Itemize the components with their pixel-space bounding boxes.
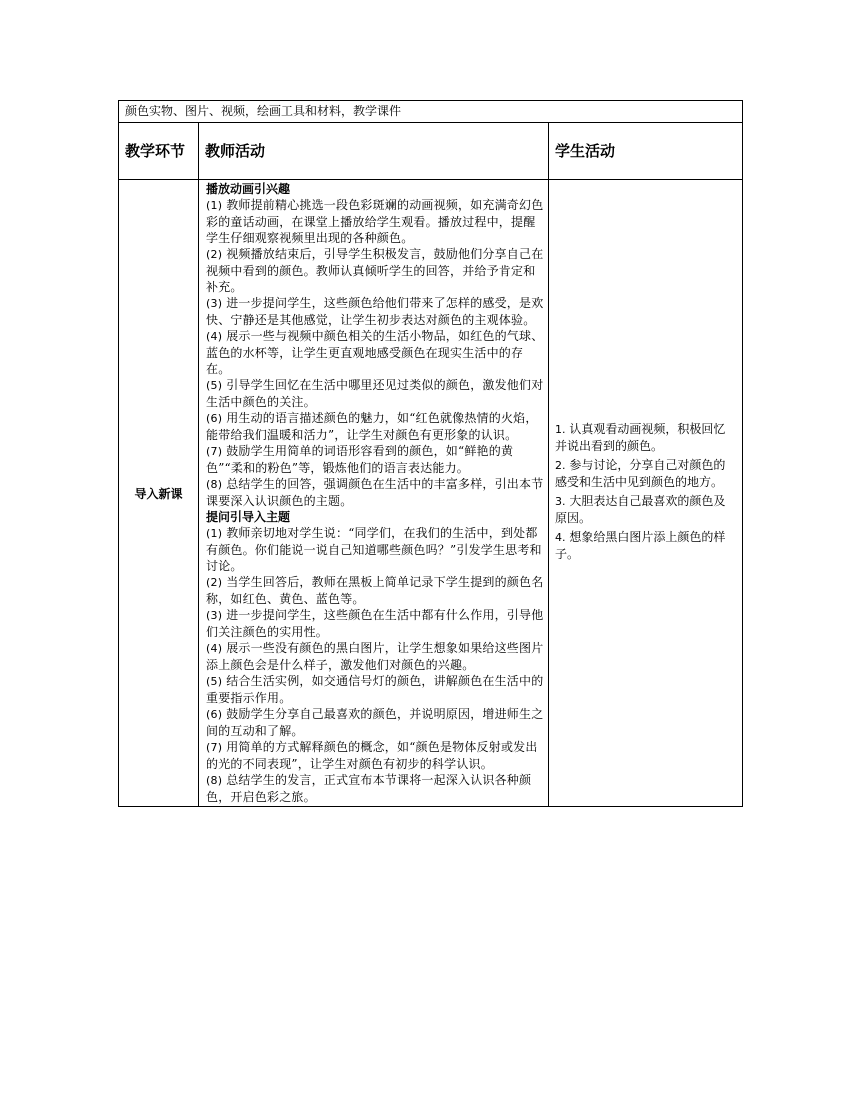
section-title: 播放动画引兴趣: [206, 182, 291, 196]
item-text: 用简单的方式解释颜色的概念，如“颜色是物体反射或发出的光的不同表现”，让学生对颜色有初步的科学认识。: [206, 740, 538, 771]
header-stage: 教学环节: [119, 123, 199, 180]
lesson-plan-table: [118, 100, 743, 807]
item-text: 视频播放结束后，引导学生积极发言，鼓励他们分享自己在视频中看到的颜色。教师认真倾听学生的回答，并给予肯定和补充。: [206, 247, 544, 294]
item-text: 大胆表达自己最喜欢的颜色及原因。: [555, 494, 726, 525]
header-student-activity: 学生活动: [549, 123, 743, 180]
item-number: (4): [206, 642, 223, 655]
list-item: [206, 525, 544, 574]
item-number: (6): [206, 412, 223, 425]
list-item: [206, 706, 544, 739]
list-item: [206, 377, 544, 410]
item-number: (2): [206, 248, 223, 261]
list-item: [206, 772, 544, 805]
item-text: 展示一些与视频中颜色相关的生活小物品，如红色的气球、蓝色的水杯等，让学生更直观地感受颜色在现实生活中的存在。: [206, 329, 544, 376]
teacher-activity-cell: [199, 180, 549, 807]
list-item: [206, 476, 544, 509]
item-number: 3.: [555, 495, 566, 508]
header-row: [119, 123, 743, 180]
item-text: 教师亲切地对学生说：“同学们，在我们的生活中，到处都有颜色。你们能说一说自己知道哪些颜色吗？”引发学生思考和讨论。: [206, 526, 542, 573]
list-item: [206, 607, 544, 640]
stage-label: 导入新课: [119, 180, 199, 807]
student-activity-cell: [549, 180, 743, 807]
item-number: (1): [206, 199, 223, 212]
item-text: 当学生回答后，教师在黑板上简单记录下学生提到的颜色名称，如红色、黄色、蓝色等。: [206, 575, 544, 606]
item-number: 2.: [555, 459, 566, 472]
list-item: [206, 739, 544, 772]
item-text: 进一步提问学生，这些颜色在生活中都有什么作用，引导他们关注颜色的实用性。: [206, 608, 544, 639]
item-number: 4.: [555, 531, 566, 544]
list-item: [206, 640, 544, 673]
item-text: 结合生活实例，如交通信号灯的颜色，讲解颜色在生活中的重要指示作用。: [206, 674, 544, 705]
item-number: (3): [206, 609, 223, 622]
item-text: 进一步提问学生，这些颜色给他们带来了怎样的感受，是欢快、宁静还是其他感觉，让学生初步表达对颜色的主观体验。: [206, 296, 544, 327]
list-item: [206, 295, 544, 328]
item-number: (6): [206, 708, 223, 721]
item-text: 鼓励学生分享自己最喜欢的颜色，并说明原因，增进师生之间的互动和了解。: [206, 707, 544, 738]
list-item: [206, 246, 544, 295]
item-number: (8): [206, 478, 223, 491]
item-text: 引导学生回忆在生活中哪里还见过类似的颜色，激发他们对生活中颜色的关注。: [206, 378, 544, 409]
item-number: (7): [206, 445, 223, 458]
list-item: [206, 574, 544, 607]
item-text: 总结学生的发言，正式宣布本节课将一起深入认识各种颜色，开启色彩之旅。: [206, 773, 532, 804]
teaching-materials: 颜色实物、图片、视频，绘画工具和材料，教学课件: [119, 101, 743, 123]
student-list-item: [555, 421, 736, 455]
item-text: 展示一些没有颜色的黑白图片，让学生想象如果给这些图片添上颜色会是什么样子，激发他们对颜色的兴趣。: [206, 641, 544, 672]
list-item: [206, 410, 544, 443]
student-list-item: [555, 493, 736, 527]
list-item: [206, 328, 544, 377]
item-number: (7): [206, 741, 223, 754]
item-number: (8): [206, 774, 223, 787]
item-number: (2): [206, 576, 223, 589]
item-text: 想象给黑白图片添上颜色的样子。: [555, 530, 726, 561]
item-text: 用生动的语言描述颜色的魅力，如“红色就像热情的火焰，能带给我们温暖和活力”，让学生对颜色有更形象的认识。: [206, 411, 538, 442]
materials-row: [119, 101, 743, 123]
item-number: (4): [206, 330, 223, 343]
item-text: 认真观看动画视频，积极回忆并说出看到的颜色。: [555, 422, 726, 453]
item-number: (1): [206, 527, 223, 540]
item-text: 鼓励学生用简单的词语形容看到的颜色，如“鲜艳的黄色”“柔和的粉色”等，锻炼他们的语言表达能力。: [206, 444, 514, 475]
lesson-row-intro: [119, 180, 743, 807]
item-number: 1.: [555, 423, 566, 436]
student-list-item: [555, 457, 736, 491]
header-teacher-activity: 教师活动: [199, 123, 549, 180]
lesson-plan-page: [118, 100, 742, 807]
item-text: 总结学生的回答，强调颜色在生活中的丰富多样，引出本节课要深入认识颜色的主题。: [206, 477, 544, 508]
item-number: (5): [206, 675, 223, 688]
item-number: (5): [206, 379, 223, 392]
section-title: 提问引导入主题: [206, 510, 291, 524]
list-item: [206, 443, 544, 476]
item-text: 参与讨论，分享自己对颜色的感受和生活中见到颜色的地方。: [555, 458, 726, 489]
item-text: 教师提前精心挑选一段色彩斑斓的动画视频，如充满奇幻色彩的童话动画，在课堂上播放给学生观看。播放过程中，提醒学生仔细观察视频里出现的各种颜色。: [206, 198, 544, 245]
list-item: [206, 197, 544, 246]
list-item: [206, 673, 544, 706]
item-number: (3): [206, 297, 223, 310]
student-list-item: [555, 529, 736, 563]
